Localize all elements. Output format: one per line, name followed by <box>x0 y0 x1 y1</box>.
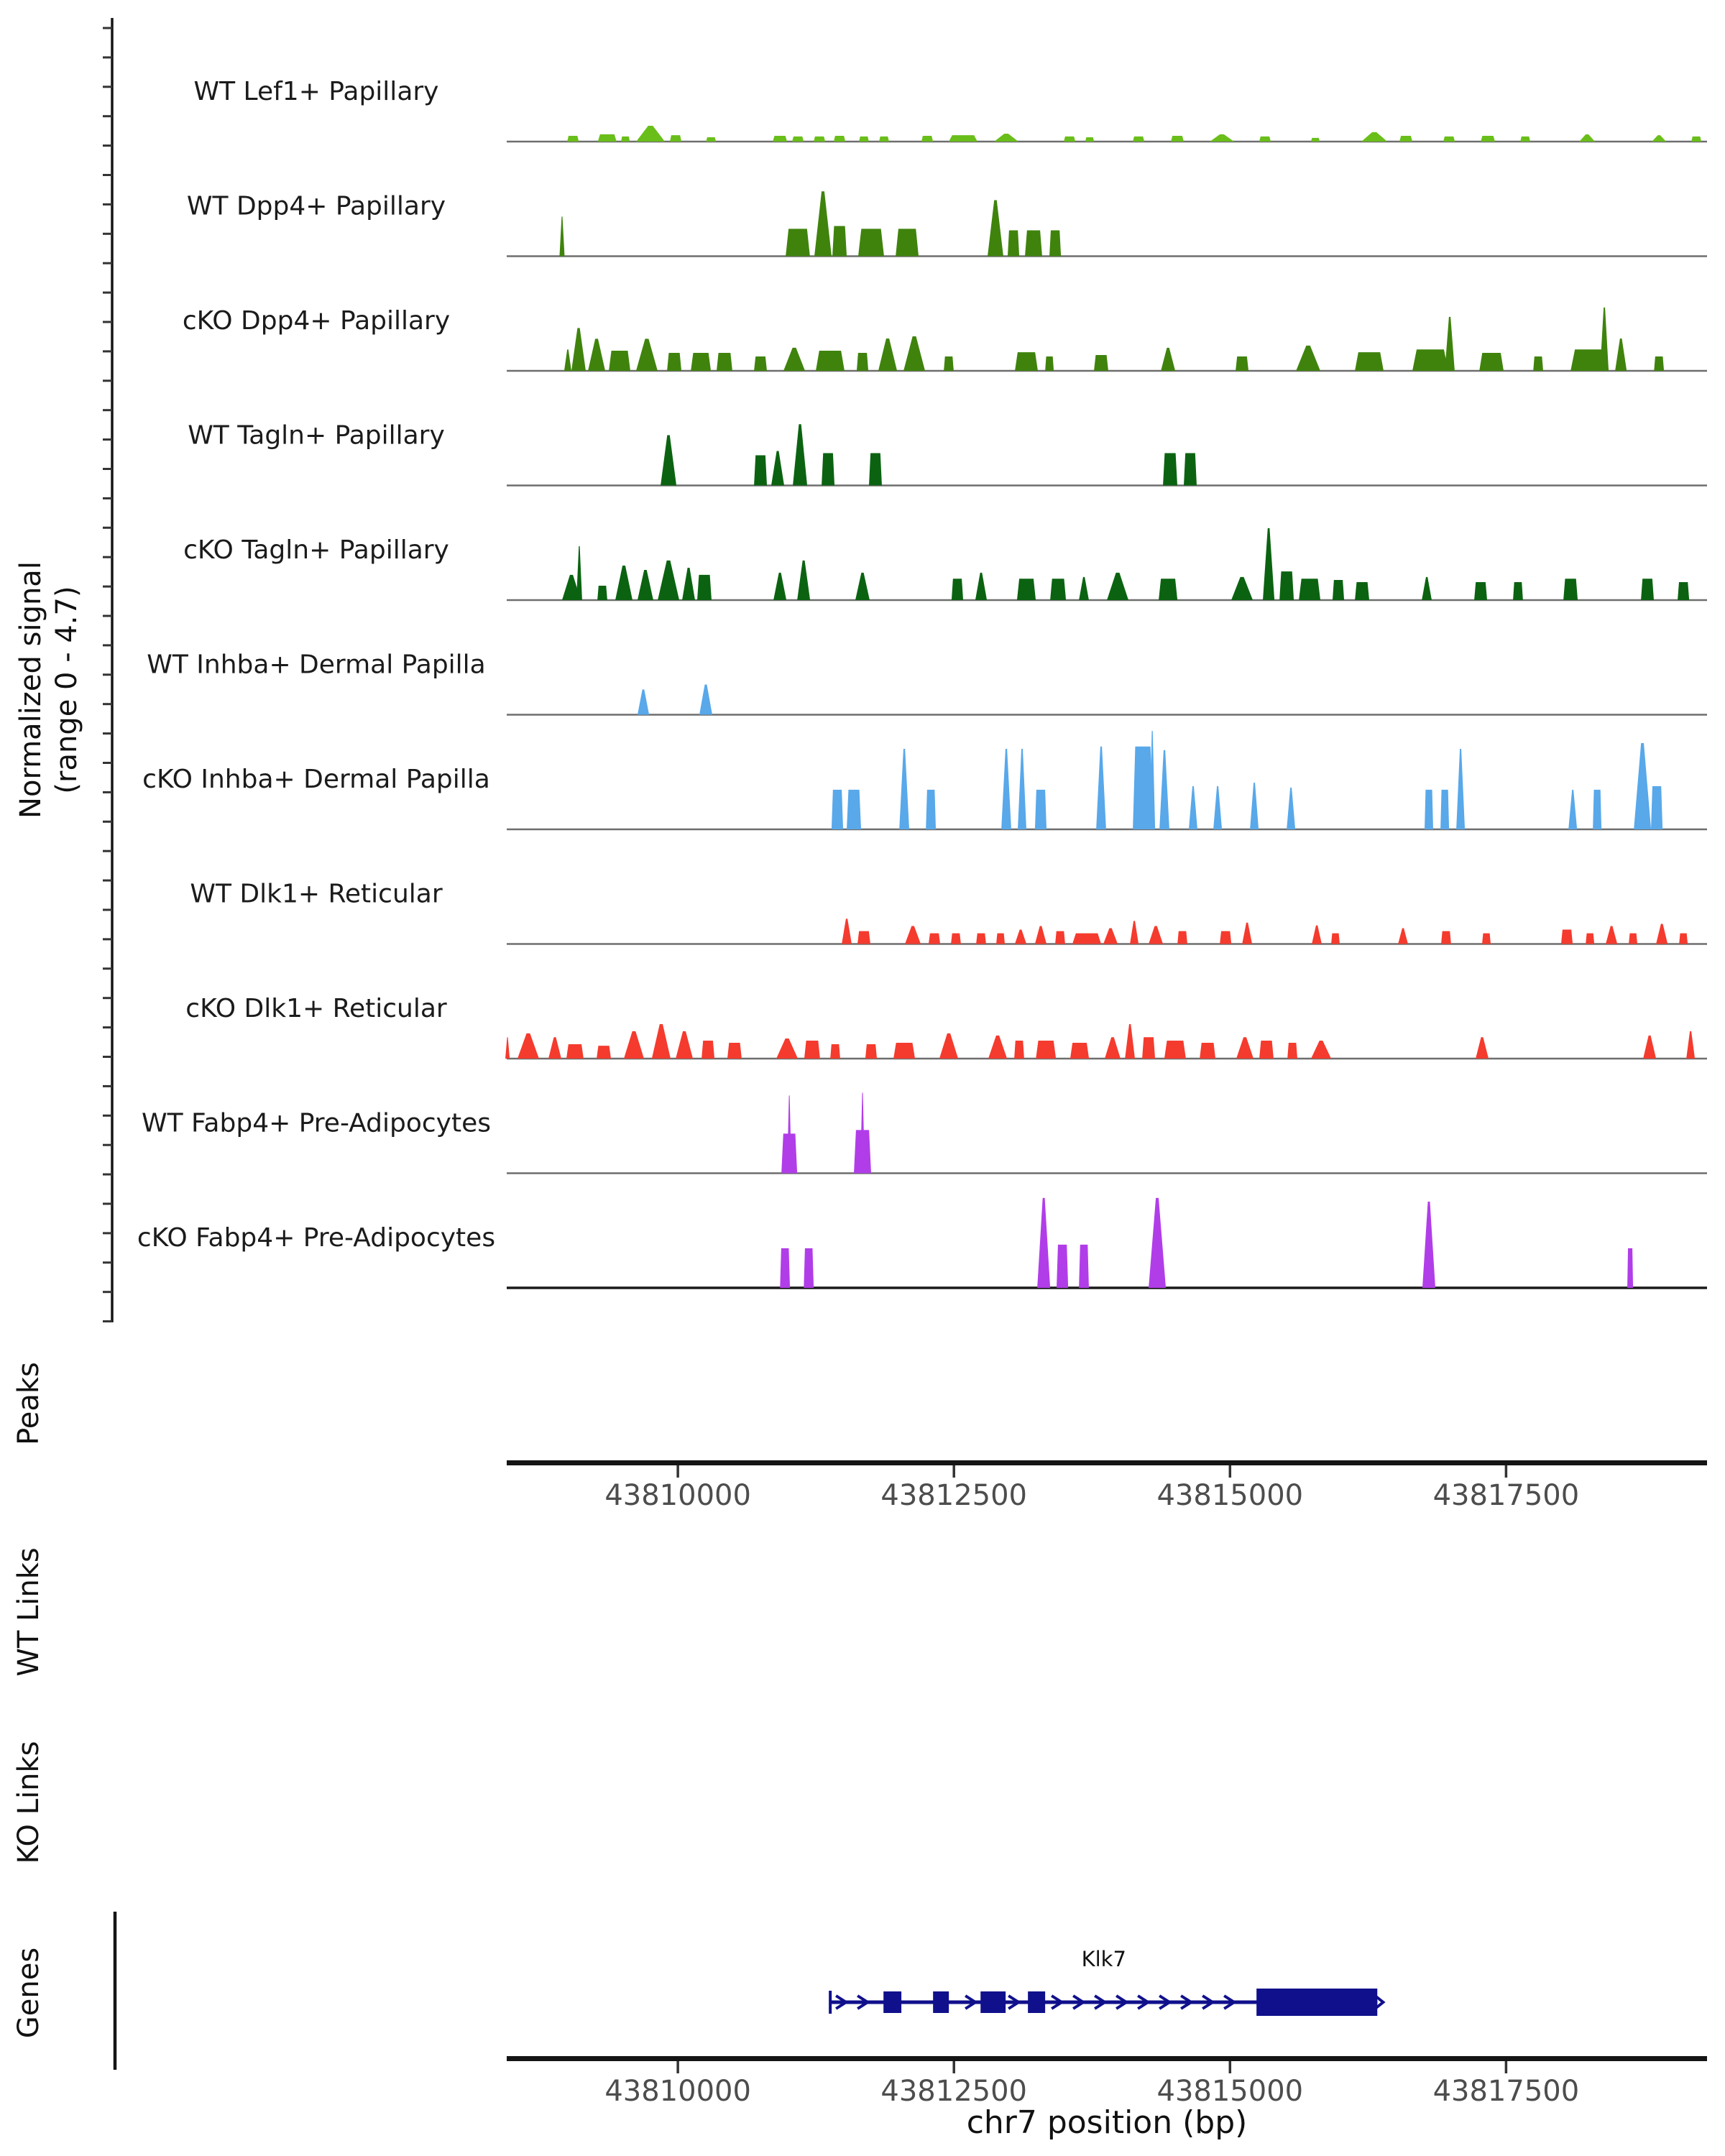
signal-peak <box>661 436 676 486</box>
signal-peak <box>588 338 605 371</box>
signal-peak <box>1050 579 1066 600</box>
gene-exon <box>883 1991 901 2013</box>
signal-peak <box>1242 923 1252 944</box>
signal-peak <box>1311 138 1320 142</box>
signal-peak <box>717 353 732 371</box>
signal-peak <box>1015 930 1026 944</box>
signal-peak <box>869 453 882 486</box>
signal-peak <box>1236 356 1248 371</box>
signal-peak <box>576 546 582 600</box>
signal-peak <box>1513 582 1523 600</box>
signal-peak <box>505 1037 510 1059</box>
y-axis-label-line2: (range 0 - 4.7) <box>50 586 83 794</box>
signal-peak <box>1629 934 1637 944</box>
signal-peak <box>1200 1043 1215 1059</box>
signal-track-9 <box>505 1024 1707 1059</box>
signal-peak <box>1035 790 1046 829</box>
signal-peak <box>1445 317 1455 371</box>
signal-peak <box>1017 579 1036 600</box>
signal-peak <box>773 136 787 142</box>
signal-peak <box>1425 790 1433 829</box>
signal-peak <box>847 790 861 829</box>
signal-peak <box>682 568 695 600</box>
signal-peak <box>1057 1245 1068 1288</box>
signal-peak <box>857 353 868 371</box>
signal-peak <box>896 229 919 256</box>
signal-peak <box>1055 931 1065 944</box>
signal-peak <box>949 135 978 142</box>
signal-peak <box>1001 749 1011 829</box>
x-axis-line <box>507 2056 1707 2061</box>
track-label-1: WT Lef1+ Papillary <box>193 77 439 106</box>
signal-peak <box>814 191 832 256</box>
signal-peak <box>1311 1041 1331 1059</box>
signal-track-3 <box>507 308 1707 371</box>
signal-peak <box>1263 528 1274 600</box>
signal-peak <box>1678 582 1689 600</box>
signal-track-6 <box>507 685 1707 715</box>
signal-peak <box>706 137 716 142</box>
signal-peak <box>1652 135 1666 142</box>
signal-peak <box>816 351 845 371</box>
signal-track-10 <box>507 1093 1707 1174</box>
signal-peak <box>1331 934 1340 944</box>
signal-peak <box>615 566 632 600</box>
signal-peak <box>903 336 925 371</box>
signal-peak <box>1189 786 1197 829</box>
signal-peak <box>638 689 649 714</box>
signal-peak <box>754 456 767 486</box>
peaks-axis-tick-label: 43812500 <box>880 1479 1028 1512</box>
signal-peak <box>1296 346 1320 371</box>
signal-peak <box>1691 137 1701 142</box>
signal-peak <box>996 934 1005 944</box>
signal-peak <box>1474 582 1487 600</box>
signal-peak <box>597 586 607 600</box>
signal-peak <box>1279 571 1294 600</box>
signal-peak <box>1107 573 1128 600</box>
signal-peak <box>842 918 852 944</box>
signal-peak <box>1481 136 1495 142</box>
signal-peak <box>1422 1202 1435 1288</box>
signal-peak <box>1606 926 1617 944</box>
signal-peak <box>1615 338 1627 371</box>
signal-peak <box>1018 749 1026 829</box>
x-axis-tick-label: 43812500 <box>880 2075 1028 2108</box>
signal-peak <box>1568 790 1577 829</box>
signal-peak <box>1287 1043 1297 1059</box>
signal-peak <box>1476 1037 1489 1059</box>
signal-peak <box>1355 352 1384 371</box>
track-label-5: cKO Tagln+ Papillary <box>183 535 449 565</box>
signal-peak <box>780 1248 790 1288</box>
signal-peak <box>571 328 586 371</box>
signal-peak <box>1563 579 1578 600</box>
signal-peak <box>939 1033 958 1059</box>
signal-peak <box>621 137 630 142</box>
signal-peak <box>929 934 940 944</box>
gene-last-exon <box>1256 1989 1377 2016</box>
signal-peak <box>598 134 617 142</box>
signal-peak <box>783 348 805 371</box>
signal-peak <box>1333 580 1344 600</box>
signal-peak <box>636 126 665 142</box>
signal-peak <box>638 570 653 600</box>
signal-peak <box>1533 356 1543 371</box>
signal-peak <box>1037 1198 1050 1288</box>
signal-track-1 <box>507 126 1707 142</box>
signal-peak <box>1441 931 1451 944</box>
gene-exon <box>980 1991 1006 2013</box>
signal-track-5 <box>507 528 1707 600</box>
track-label-8: WT Dlk1+ Reticular <box>190 879 443 909</box>
signal-peak <box>754 356 767 371</box>
signal-peak <box>1014 1041 1024 1059</box>
signal-peak <box>636 338 658 371</box>
signal-peak <box>699 685 712 715</box>
signal-peak <box>1133 137 1144 142</box>
signal-peak <box>1163 453 1177 486</box>
signal-peak <box>1399 136 1412 142</box>
signal-peak <box>1299 579 1320 600</box>
signal-peak <box>697 575 712 600</box>
signal-peak <box>1149 926 1163 944</box>
signal-peak <box>1654 356 1664 371</box>
signal-peak <box>834 136 845 142</box>
signal-track-2 <box>507 191 1707 256</box>
signal-peak <box>865 1044 877 1059</box>
signal-peak <box>1103 928 1118 944</box>
track-label-10: WT Fabp4+ Pre-Adipocytes <box>142 1108 491 1138</box>
signal-peak <box>1440 790 1449 829</box>
signal-peak <box>994 134 1018 142</box>
signal-peak <box>832 226 847 257</box>
signal-peak <box>624 1031 644 1059</box>
signal-peak <box>1085 137 1094 142</box>
signal-peak <box>1361 132 1387 142</box>
signal-peak <box>1634 743 1651 829</box>
signal-peak <box>858 229 884 256</box>
y-axis-label-line1: Normalized signal <box>14 561 47 819</box>
signal-peak <box>670 135 681 142</box>
signal-peak <box>1586 934 1594 944</box>
signal-peak <box>564 349 571 371</box>
signal-peak <box>1015 352 1038 371</box>
signal-peak <box>893 1043 915 1059</box>
signal-peak <box>797 561 810 600</box>
peaks-axis-tick-label: 43817500 <box>1432 1479 1580 1512</box>
signal-peak <box>976 934 986 944</box>
signal-peak <box>926 790 936 829</box>
section-label-wt-links-text: WT Links <box>12 1547 45 1677</box>
signal-peak <box>676 1031 693 1059</box>
x-axis-title: chr7 position (bp) <box>966 2104 1248 2141</box>
signal-peak <box>658 561 679 600</box>
signal-peak <box>1035 926 1046 944</box>
signal-peak <box>793 424 807 485</box>
signal-peak <box>1412 349 1448 371</box>
signal-peak <box>1236 1037 1254 1059</box>
track-label-11: cKO Fabp4+ Pre-Adipocytes <box>137 1223 496 1253</box>
track-label-2: WT Dpp4+ Papillary <box>186 191 446 221</box>
signal-peak <box>597 1046 611 1059</box>
signal-peak <box>1096 747 1106 829</box>
signal-peak <box>879 137 889 142</box>
gene-model-klk7 <box>830 1989 1383 2016</box>
signal-peak <box>1159 579 1177 600</box>
signal-peak <box>1149 1198 1166 1288</box>
signal-peak <box>905 926 921 944</box>
signal-peak <box>1184 453 1197 486</box>
signal-peak <box>1479 353 1504 371</box>
signal-peak <box>1079 577 1089 600</box>
signal-peak <box>1250 783 1259 829</box>
signal-peak <box>792 137 804 142</box>
signal-peak <box>1656 924 1668 944</box>
signal-peak <box>548 1037 561 1059</box>
signal-peak <box>1259 137 1271 142</box>
peaks-axis-line <box>507 1460 1707 1465</box>
signal-peak <box>1125 1024 1135 1059</box>
section-label-peaks-text: Peaks <box>12 1362 45 1445</box>
signal-peak <box>1049 230 1061 256</box>
signal-peak <box>1482 934 1491 944</box>
peaks-axis-tick-label: 43815000 <box>1156 1479 1304 1512</box>
signal-peak <box>1159 750 1169 829</box>
signal-peak <box>1064 137 1075 142</box>
signal-peak <box>1213 786 1222 829</box>
gene-name-label: Klk7 <box>1081 1947 1126 1971</box>
gene-exon <box>1028 1991 1045 2013</box>
signal-peak <box>1079 1245 1089 1288</box>
signal-peak <box>1520 137 1530 142</box>
signal-peak <box>1561 930 1573 944</box>
signal-peak <box>1643 1036 1656 1059</box>
signal-peak <box>855 573 870 600</box>
signal-peak <box>1094 355 1108 371</box>
signal-peak <box>804 1041 820 1059</box>
signal-peak <box>1220 931 1231 944</box>
signal-peak <box>1210 134 1234 142</box>
signal-track-4 <box>507 424 1707 485</box>
signal-peak <box>1312 926 1322 944</box>
signal-peak <box>1422 577 1432 600</box>
signal-track-8 <box>507 918 1707 944</box>
signal-peak <box>566 1044 584 1059</box>
signal-peak <box>1105 1037 1121 1059</box>
x-axis-tick-label: 43817500 <box>1432 2075 1580 2108</box>
signal-peak <box>1287 788 1295 829</box>
signal-peak <box>1177 931 1187 944</box>
signal-peak <box>1025 230 1042 256</box>
signal-peak <box>776 1038 798 1059</box>
signal-peak <box>691 353 711 371</box>
signal-peak <box>1259 1041 1274 1059</box>
signal-peak <box>1164 1041 1186 1059</box>
signal-peak <box>1641 579 1654 600</box>
signal-peak <box>1045 356 1054 371</box>
signal-peak <box>859 137 869 142</box>
signal-peak <box>921 136 933 142</box>
signal-peak <box>830 1044 840 1059</box>
x-axis-tick-label: 43815000 <box>1156 2075 1304 2108</box>
gene-exon <box>933 1991 949 2013</box>
signal-peak <box>702 1041 714 1059</box>
section-label-genes-text: Genes <box>12 1947 45 2039</box>
signal-peak <box>804 1248 814 1288</box>
section-label-ko-links-text: KO Links <box>12 1741 45 1864</box>
signal-peak <box>1686 1031 1695 1059</box>
signal-peak <box>975 573 987 600</box>
track-label-9: cKO Dlk1+ Reticular <box>185 994 447 1023</box>
signal-peak <box>567 136 579 142</box>
signal-peak <box>1130 921 1138 944</box>
signal-peak <box>952 579 963 600</box>
signal-peak <box>652 1024 671 1059</box>
track-label-3: cKO Dpp4+ Papillary <box>182 306 451 336</box>
track-label-6: WT Inhba+ Dermal Papilla <box>147 650 486 680</box>
signal-peak <box>773 573 786 600</box>
signal-peak <box>1072 934 1101 944</box>
signal-peak <box>1171 136 1184 142</box>
signal-peak <box>1398 928 1408 944</box>
signal-peak <box>1355 582 1369 600</box>
signal-peak <box>822 453 834 486</box>
signal-peak <box>814 137 825 142</box>
x-axis-tick-label: 43810000 <box>604 2075 751 2108</box>
signal-peak <box>771 451 784 486</box>
signal-peak <box>1443 137 1455 142</box>
signal-peak <box>559 216 564 256</box>
signal-peak <box>1679 934 1688 944</box>
signal-peak <box>786 229 810 256</box>
signal-peak <box>1070 1043 1089 1059</box>
signal-peak <box>1036 1041 1056 1059</box>
signal-peak <box>899 749 909 829</box>
signal-peak <box>518 1033 539 1059</box>
signal-peak <box>944 356 954 371</box>
signal-peak <box>1231 577 1253 600</box>
signal-peak <box>727 1043 742 1059</box>
track-label-7: cKO Inhba+ Dermal Papilla <box>142 765 490 794</box>
signal-peak <box>878 338 897 371</box>
signal-peak <box>1456 749 1465 829</box>
signal-peak <box>988 200 1003 256</box>
signal-peak <box>951 934 961 944</box>
signal-peak <box>1593 790 1601 829</box>
signal-peak <box>667 353 681 371</box>
signal-peak <box>988 1036 1007 1059</box>
signal-peak <box>1008 230 1019 256</box>
signal-peak <box>857 931 870 944</box>
signal-peak <box>1142 1037 1155 1059</box>
signal-track-11 <box>507 1198 1707 1288</box>
signal-peak <box>1651 786 1662 829</box>
signal-peak <box>832 790 843 829</box>
signal-peak <box>1627 1248 1633 1288</box>
signal-peak <box>1161 348 1175 371</box>
signal-peak <box>609 351 630 371</box>
signal-track-7 <box>507 731 1707 829</box>
peaks-axis-tick-label: 43810000 <box>604 1479 751 1512</box>
signal-peak <box>1579 134 1595 142</box>
signal-peak <box>1600 308 1609 371</box>
track-label-4: WT Tagln+ Papillary <box>188 420 445 451</box>
